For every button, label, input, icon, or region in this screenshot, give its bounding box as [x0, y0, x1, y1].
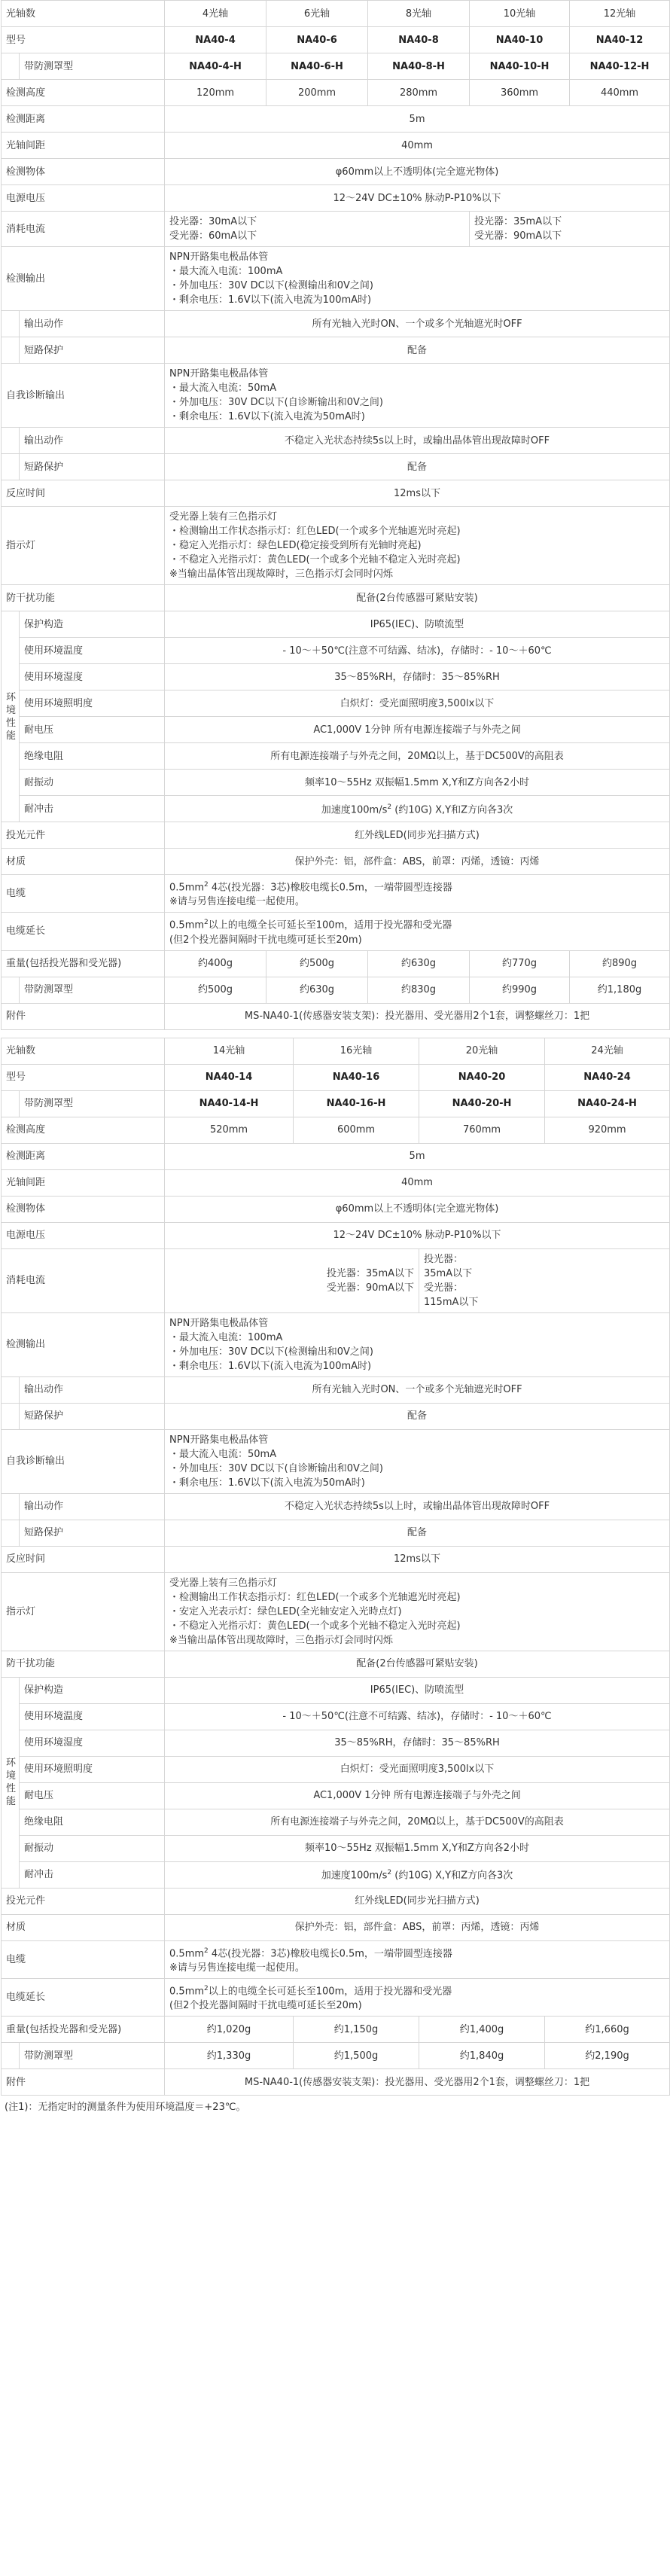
- response-value: 12ms以下: [165, 1546, 670, 1572]
- row-label: 防干扰功能: [2, 1651, 165, 1677]
- row-label: 电源电压: [2, 1222, 165, 1248]
- row-insulation: [2, 743, 670, 770]
- row-label: 电缆: [2, 875, 165, 913]
- distance-value: 5m: [165, 106, 670, 133]
- row-illuminance: [2, 1756, 670, 1782]
- row-label: 反应时间: [2, 480, 165, 507]
- row-model: [2, 1064, 670, 1090]
- row-output: [2, 247, 670, 311]
- selfdiag-short-value: 配备: [165, 1520, 670, 1546]
- row-label: 检测高度: [2, 80, 165, 106]
- weight-cell: 约500g: [266, 950, 368, 977]
- row-label: 光轴间距: [2, 133, 165, 159]
- row-label: 保护构造: [20, 611, 165, 638]
- row-humidity: [2, 1730, 670, 1756]
- row-label: 检测输出: [2, 247, 165, 311]
- row-pitch: [2, 133, 670, 159]
- row-humidity: [2, 664, 670, 690]
- row-label: 光轴数: [2, 1038, 165, 1064]
- shield-model-cell: NA40-24-H: [545, 1090, 670, 1117]
- shield-model-cell: NA40-20-H: [419, 1090, 545, 1117]
- withstand-voltage-value: AC1,000V 1分钟 所有电源连接端子与外壳之间: [165, 1782, 670, 1809]
- shock-value: 加速度$100m/s^2$ (约10G) X,Y和Z方向各3次: [165, 796, 670, 822]
- height-cell: 520mm: [165, 1117, 294, 1143]
- insulation-value: 所有电源连接端子与外壳之间，20MΩ以上，基于DC500V的高阻表: [165, 743, 670, 770]
- weight-shield-cell: 约830g: [368, 977, 470, 1003]
- row-model: [2, 27, 670, 53]
- selfdiag-value: NPN开路集电极晶体管 ・最大流入电流：50mA ・外加电压：30V DC以下(自诊断输出和0V之间) ・剩余电压：1.6V以下(流入电流为50mA时): [165, 1429, 670, 1493]
- row-output-short: [2, 1403, 670, 1429]
- supply-value: 12～24V DC±10% 脉动P-P10%以下: [165, 1222, 670, 1248]
- shield-model-cell: NA40-12-H: [570, 53, 670, 80]
- row-distance: [2, 1143, 670, 1169]
- row-selfdiag-short: [2, 454, 670, 480]
- row-axes: [2, 1, 670, 27]
- row-label: 输出动作: [20, 428, 165, 454]
- shield-model-cell: NA40-6-H: [266, 53, 368, 80]
- row-label: 输出动作: [20, 1376, 165, 1403]
- accessory-value: MS-NA40-1(传感器安装支架)：投光器用、受光器用2个1套，调整螺丝刀：1把: [165, 1003, 670, 1029]
- output-short-value: 配备: [165, 1403, 670, 1429]
- temperature-value: - 10～＋50℃(注意不可结露、结冰)，存储时：- 10～＋60℃: [165, 1703, 670, 1730]
- row-label: 耐冲击: [20, 1861, 165, 1888]
- model-cell: NA40-24: [545, 1064, 670, 1090]
- model-cell: NA40-14: [165, 1064, 294, 1090]
- height-cell: 760mm: [419, 1117, 545, 1143]
- emitter-value: 红外线LED(同步光扫描方式): [165, 822, 670, 849]
- illuminance-value: 白炽灯：受光面照明度3,500lx以下: [165, 1756, 670, 1782]
- row-label: 输出动作: [20, 311, 165, 337]
- row-object: [2, 1196, 670, 1222]
- withstand-voltage-value: AC1,000V 1分钟 所有电源连接端子与外壳之间: [165, 717, 670, 743]
- axes-cell: 10光轴: [470, 1, 570, 27]
- axes-cell: 8光轴: [368, 1, 470, 27]
- pitch-value: 40mm: [165, 1169, 670, 1196]
- row-pitch: [2, 1169, 670, 1196]
- row-withstand-voltage: [2, 717, 670, 743]
- row-weight: [2, 2017, 670, 2043]
- row-label: 指示灯: [2, 1572, 165, 1651]
- axes-cell: 4光轴: [165, 1, 266, 27]
- response-value: 12ms以下: [165, 480, 670, 507]
- height-cell: 600mm: [294, 1117, 419, 1143]
- row-label: 检测距离: [2, 106, 165, 133]
- weight-cell: 约1,150g: [294, 2017, 419, 2043]
- selfdiag-operation-value: 不稳定入光状态持续5s以上时，或输出晶体管出现故障时OFF: [165, 428, 670, 454]
- row-label: 短路保护: [20, 1403, 165, 1429]
- model-cell: NA40-16: [294, 1064, 419, 1090]
- row-vibration: [2, 770, 670, 796]
- distance-value: 5m: [165, 1143, 670, 1169]
- height-cell: 120mm: [165, 80, 266, 106]
- row-height: [2, 80, 670, 106]
- selfdiag-value: NPN开路集电极晶体管 ・最大流入电流：50mA ・外加电压：30V DC以下(自诊断输出和0V之间) ・剩余电压：1.6V以下(流入电流为50mA时): [165, 364, 670, 428]
- row-height: [2, 1117, 670, 1143]
- row-label: 耐电压: [20, 717, 165, 743]
- vibration-value: 频率10～55Hz 双振幅1.5mm X,Y和Z方向各2小时: [165, 770, 670, 796]
- current-value-right: 投光器：35mA以下 受光器：90mA以下: [470, 212, 670, 247]
- shield-model-cell: NA40-14-H: [165, 1090, 294, 1117]
- shock-value: 加速度$100m/s^2$ (约10G) X,Y和Z方向各3次: [165, 1861, 670, 1888]
- pitch-value: 40mm: [165, 133, 670, 159]
- material-value: 保护外壳：铝，部件盒：ABS，前罩：丙烯，透镜：丙烯: [165, 849, 670, 875]
- temperature-value: - 10～＋50℃(注意不可结露、结冰)，存储时：- 10～＋60℃: [165, 638, 670, 664]
- row-label: 防干扰功能: [2, 585, 165, 611]
- row-label: 检测距离: [2, 1143, 165, 1169]
- row-label: 消耗电流: [2, 1248, 165, 1312]
- row-axes: [2, 1038, 670, 1064]
- height-cell: 920mm: [545, 1117, 670, 1143]
- row-label: 短路保护: [20, 1520, 165, 1546]
- shield-model-cell: NA40-8-H: [368, 53, 470, 80]
- row-label: 材质: [2, 1914, 165, 1940]
- row-label: 型号: [2, 1064, 165, 1090]
- humidity-value: 35～85%RH，存储时：35～85%RH: [165, 664, 670, 690]
- selfdiag-operation-value: 不稳定入光状态持续5s以上时，或输出晶体管出现故障时OFF: [165, 1493, 670, 1520]
- protect-value: IP65(IEC)、防喷流型: [165, 611, 670, 638]
- row-accessory: [2, 1003, 670, 1029]
- weight-cell: 约630g: [368, 950, 470, 977]
- footnote: (注1)：无指定时的测量条件为使用环境温度＝+23℃。: [5, 2102, 246, 2114]
- row-weight-shield: [2, 977, 670, 1003]
- row-label: 指示灯: [2, 507, 165, 585]
- row-label: 使用环境湿度: [20, 664, 165, 690]
- row-label: 带防测罩型: [20, 1090, 165, 1117]
- axes-cell: 24光轴: [545, 1038, 670, 1064]
- row-label: 投光元件: [2, 822, 165, 849]
- row-weight: [2, 950, 670, 977]
- row-label: 耐电压: [20, 1782, 165, 1809]
- current-value-left: 投光器：30mA以下 受光器：60mA以下: [165, 212, 470, 247]
- humidity-value: 35～85%RH，存储时：35～85%RH: [165, 1730, 670, 1756]
- height-cell: 360mm: [470, 80, 570, 106]
- spec-table-4-12-axes: [1, 0, 670, 1030]
- shield-model-cell: NA40-10-H: [470, 53, 570, 80]
- axes-cell: 20光轴: [419, 1038, 545, 1064]
- interference-value: 配备(2台传感器可紧贴安装): [165, 585, 670, 611]
- output-operation-value: 所有光轴入光时ON、一个或多个光轴遮光时OFF: [165, 1376, 670, 1403]
- row-label: 耐振动: [20, 770, 165, 796]
- selfdiag-short-value: 配备: [165, 454, 670, 480]
- emitter-value: 红外线LED(同步光扫描方式): [165, 1888, 670, 1914]
- axes-cell: 14光轴: [165, 1038, 294, 1064]
- row-selfdiag-operation: [2, 428, 670, 454]
- row-label: 使用环境温度: [20, 1703, 165, 1730]
- weight-shield-cell: 约990g: [470, 977, 570, 1003]
- weight-cell: 约1,020g: [165, 2017, 294, 2043]
- row-material: [2, 1914, 670, 1940]
- weight-shield-cell: 约2,190g: [545, 2043, 670, 2069]
- environment-label: 环 境 性 能: [2, 611, 20, 822]
- environment-label: 环 境 性 能: [2, 1677, 20, 1888]
- row-cable: [2, 1940, 670, 1978]
- row-output-short: [2, 337, 670, 364]
- row-object: [2, 159, 670, 185]
- height-cell: 280mm: [368, 80, 470, 106]
- weight-cell: 约890g: [570, 950, 670, 977]
- row-label: 短路保护: [20, 454, 165, 480]
- axes-cell: 6光轴: [266, 1, 368, 27]
- row-shield-model: [2, 1090, 670, 1117]
- row-label: 输出动作: [20, 1493, 165, 1520]
- row-label: 检测高度: [2, 1117, 165, 1143]
- model-cell: NA40-10: [470, 27, 570, 53]
- row-output-operation: [2, 311, 670, 337]
- row-protect: [2, 611, 670, 638]
- output-value: NPN开路集电极晶体管 ・最大流入电流：100mA ・外加电压：30V DC以下(检测输出和0V之间) ・剩余电压：1.6V以下(流入电流为100mA时): [165, 1312, 670, 1376]
- output-short-value: 配备: [165, 337, 670, 364]
- row-label: 检测输出: [2, 1312, 165, 1376]
- row-label: 附件: [2, 2069, 165, 2096]
- current-value-right: 投光器： 35mA以下 受光器： 115mA以下: [419, 1248, 670, 1312]
- indicator-value: 受光器上装有三色指示灯 ・检测输出工作状态指示灯：红色LED(一个或多个光轴遮光时亮起) ・稳定入光指示灯：绿色LED(稳定接受到所有光轴时亮起) ・不稳定入光指示灯：黄色LED(一个或多个光轴不稳定入光时亮起) ※当输出晶体管出现故障时，三色指示灯会同时闪烁: [165, 507, 670, 585]
- row-response: [2, 480, 670, 507]
- weight-shield-cell: 约1,330g: [165, 2043, 294, 2069]
- row-interference: [2, 1651, 670, 1677]
- weight-cell: 约770g: [470, 950, 570, 977]
- weight-shield-cell: 约1,180g: [570, 977, 670, 1003]
- row-shield-model: [2, 53, 670, 80]
- row-label: 型号: [2, 27, 165, 53]
- row-label: 自我诊断输出: [2, 1429, 165, 1493]
- row-current: [2, 1248, 670, 1312]
- indicator-value: 受光器上装有三色指示灯 ・检测输出工作状态指示灯：红色LED(一个或多个光轴遮光时亮起) ・安定入光表示灯：绿色LED(全光轴安定入光時点灯) ・不稳定入光指示灯：黄色LED(一个或多个光轴不稳定入光时亮起) ※当输出晶体管出现故障时，三色指示灯会同时闪烁: [165, 1572, 670, 1651]
- row-label: 电缆延长: [2, 1978, 165, 2016]
- output-operation-value: 所有光轴入光时ON、一个或多个光轴遮光时OFF: [165, 311, 670, 337]
- model-cell: NA40-20: [419, 1064, 545, 1090]
- row-output-operation: [2, 1376, 670, 1403]
- row-label: 电源电压: [2, 185, 165, 212]
- shield-model-cell: NA40-4-H: [165, 53, 266, 80]
- weight-shield-cell: 约630g: [266, 977, 368, 1003]
- illuminance-value: 白炽灯：受光面照明度3,500lx以下: [165, 690, 670, 717]
- row-emitter: [2, 822, 670, 849]
- row-label: 消耗电流: [2, 212, 165, 247]
- row-weight-shield: [2, 2043, 670, 2069]
- weight-cell: 约400g: [165, 950, 266, 977]
- row-label: 反应时间: [2, 1546, 165, 1572]
- row-cable-extension: [2, 913, 670, 950]
- model-cell: NA40-4: [165, 27, 266, 53]
- accessory-value: MS-NA40-1(传感器安装支架)：投光器用、受光器用2个1套，调整螺丝刀：1把: [165, 2069, 670, 2096]
- row-label: 带防测罩型: [20, 53, 165, 80]
- row-label: 短路保护: [20, 337, 165, 364]
- row-supply: [2, 185, 670, 212]
- row-illuminance: [2, 690, 670, 717]
- row-label: 使用环境湿度: [20, 1730, 165, 1756]
- row-output: [2, 1312, 670, 1376]
- row-label: 重量(包括投光器和受光器): [2, 950, 165, 977]
- row-protect: [2, 1677, 670, 1703]
- row-selfdiag-operation: [2, 1493, 670, 1520]
- row-temperature: [2, 638, 670, 664]
- row-interference: [2, 585, 670, 611]
- weight-shield-cell: 约1,840g: [419, 2043, 545, 2069]
- row-current: [2, 212, 670, 247]
- row-shock: [2, 1861, 670, 1888]
- row-label: 光轴数: [2, 1, 165, 27]
- row-label: 光轴间距: [2, 1169, 165, 1196]
- material-value: 保护外壳：铝，部件盒：ABS，前罩：丙烯，透镜：丙烯: [165, 1914, 670, 1940]
- supply-value: 12～24V DC±10% 脉动P-P10%以下: [165, 185, 670, 212]
- weight-shield-cell: 约1,500g: [294, 2043, 419, 2069]
- vibration-value: 频率10～55Hz 双振幅1.5mm X,Y和Z方向各2小时: [165, 1835, 670, 1861]
- row-label: 带防测罩型: [20, 2043, 165, 2069]
- row-cable-extension: [2, 1978, 670, 2016]
- row-label: 使用环境照明度: [20, 690, 165, 717]
- row-label: 电缆延长: [2, 913, 165, 950]
- row-label: 绝缘电阻: [20, 1809, 165, 1835]
- shield-model-cell: NA40-16-H: [294, 1090, 419, 1117]
- row-label: 检测物体: [2, 1196, 165, 1222]
- height-cell: 440mm: [570, 80, 670, 106]
- row-label: 绝缘电阻: [20, 743, 165, 770]
- cable-extension-value: $0.5mm^2$以上的电缆全长可延长至100m，适用于投光器和受光器 (但2个投光器间隔时干扰电缆可延长至20m): [165, 1978, 670, 2016]
- height-cell: 200mm: [266, 80, 368, 106]
- cable-extension-value: $0.5mm^2$以上的电缆全长可延长至100m，适用于投光器和受光器 (但2个投光器间隔时干扰电缆可延长至20m): [165, 913, 670, 950]
- cable-value: $0.5mm^2$ 4芯(投光器：3芯)橡胶电缆长0.5m，一端带圆型连接器 ※请与另售连接电缆一起使用。: [165, 1940, 670, 1978]
- weight-cell: 约1,660g: [545, 2017, 670, 2043]
- object-value: φ60mm以上不透明体(完全遮光物体): [165, 159, 670, 185]
- weight-shield-cell: 约500g: [165, 977, 266, 1003]
- row-label: 耐冲击: [20, 796, 165, 822]
- row-selfdiag-short: [2, 1520, 670, 1546]
- row-indicator: [2, 1572, 670, 1651]
- row-insulation: [2, 1809, 670, 1835]
- weight-cell: 约1,400g: [419, 2017, 545, 2043]
- row-label: 电缆: [2, 1940, 165, 1978]
- row-label: 检测物体: [2, 159, 165, 185]
- axes-cell: 16光轴: [294, 1038, 419, 1064]
- row-selfdiag: [2, 1429, 670, 1493]
- row-label: 附件: [2, 1003, 165, 1029]
- row-label: 材质: [2, 849, 165, 875]
- row-supply: [2, 1222, 670, 1248]
- row-indicator: [2, 507, 670, 585]
- row-label: 使用环境温度: [20, 638, 165, 664]
- spec-table-14-24-axes: [1, 1038, 670, 2096]
- row-label: 保护构造: [20, 1677, 165, 1703]
- interference-value: 配备(2台传感器可紧贴安装): [165, 1651, 670, 1677]
- axes-cell: 12光轴: [570, 1, 670, 27]
- row-cable: [2, 875, 670, 913]
- object-value: φ60mm以上不透明体(完全遮光物体): [165, 1196, 670, 1222]
- row-label: 自我诊断输出: [2, 364, 165, 428]
- row-vibration: [2, 1835, 670, 1861]
- insulation-value: 所有电源连接端子与外壳之间，20MΩ以上，基于DC500V的高阻表: [165, 1809, 670, 1835]
- row-temperature: [2, 1703, 670, 1730]
- row-label: 带防测罩型: [20, 977, 165, 1003]
- row-accessory: [2, 2069, 670, 2096]
- protect-value: IP65(IEC)、防喷流型: [165, 1677, 670, 1703]
- row-label: 使用环境照明度: [20, 1756, 165, 1782]
- row-label: 重量(包括投光器和受光器): [2, 2017, 165, 2043]
- cable-value: $0.5mm^2$ 4芯(投光器：3芯)橡胶电缆长0.5m，一端带圆型连接器 ※请与另售连接电缆一起使用。: [165, 875, 670, 913]
- row-withstand-voltage: [2, 1782, 670, 1809]
- row-material: [2, 849, 670, 875]
- row-label: 投光元件: [2, 1888, 165, 1914]
- model-cell: NA40-12: [570, 27, 670, 53]
- model-cell: NA40-8: [368, 27, 470, 53]
- row-response: [2, 1546, 670, 1572]
- row-distance: [2, 106, 670, 133]
- current-value-left: 投光器：35mA以下 受光器：90mA以下: [165, 1248, 419, 1312]
- row-shock: [2, 796, 670, 822]
- row-emitter: [2, 1888, 670, 1914]
- output-value: NPN开路集电极晶体管 ・最大流入电流：100mA ・外加电压：30V DC以下(检测输出和0V之间) ・剩余电压：1.6V以下(流入电流为100mA时): [165, 247, 670, 311]
- model-cell: NA40-6: [266, 27, 368, 53]
- row-label: 耐振动: [20, 1835, 165, 1861]
- row-selfdiag: [2, 364, 670, 428]
